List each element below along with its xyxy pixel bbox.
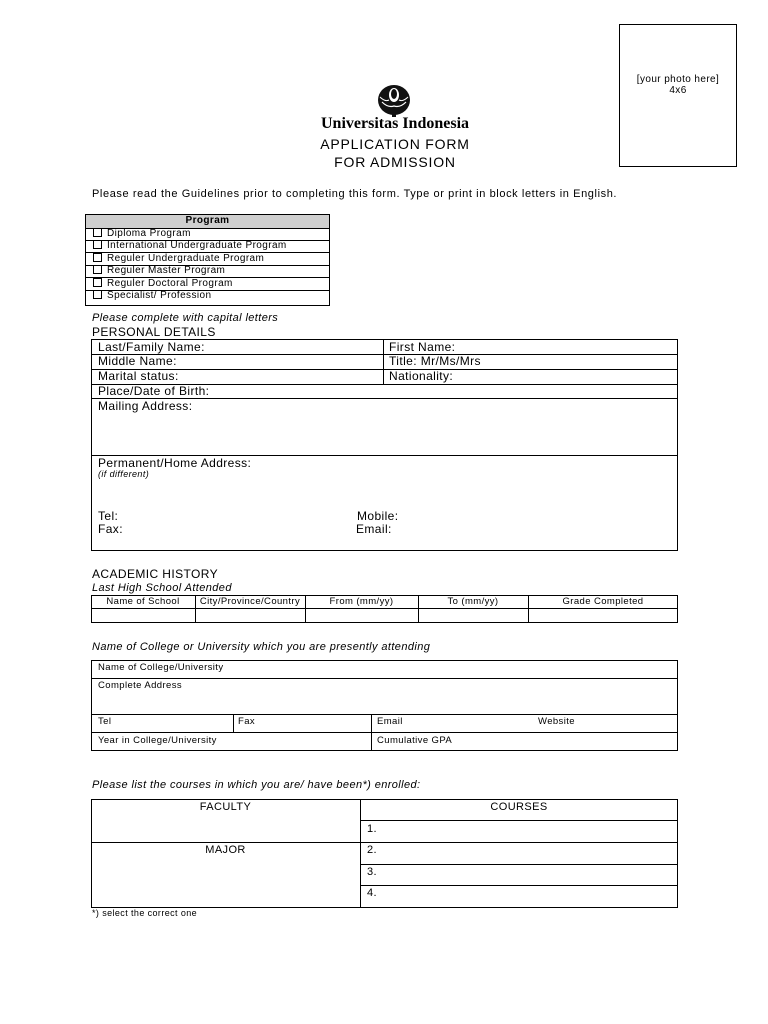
major-label: MAJOR: [205, 844, 246, 856]
fax-field[interactable]: Fax:: [98, 522, 123, 536]
first-name-field[interactable]: First Name:: [389, 340, 456, 354]
courses-heading: Please list the courses in which you are/ have been*) enrolled:: [92, 779, 421, 791]
university-logo: [376, 84, 412, 118]
program-option-specialist[interactable]: Specialist/ Profession: [93, 290, 211, 301]
mailing-address-field[interactable]: Mailing Address:: [98, 399, 193, 413]
mobile-field[interactable]: Mobile:: [357, 509, 399, 523]
course-row-3[interactable]: 3.: [367, 866, 377, 878]
college-fax-field[interactable]: Fax: [238, 716, 256, 727]
program-option-reguler-doctoral[interactable]: Reguler Doctoral Program: [93, 278, 233, 289]
college-gpa-field[interactable]: Cumulative GPA: [377, 735, 453, 746]
photo-size-label: 4x6: [669, 85, 687, 96]
title-field[interactable]: Title: Mr/Ms/Mrs: [389, 354, 481, 368]
column-from: From (mm/yy): [329, 596, 394, 607]
nationality-field[interactable]: Nationality:: [389, 369, 454, 383]
college-year-field[interactable]: Year in College/University: [98, 735, 217, 746]
checkbox-icon[interactable]: [93, 253, 102, 262]
program-option-reguler-undergraduate[interactable]: Reguler Undergraduate Program: [93, 253, 264, 264]
college-tel-field[interactable]: Tel: [98, 716, 112, 727]
university-name: Universitas Indonesia: [320, 115, 470, 132]
if-different-note: (if different): [98, 469, 150, 479]
tel-field[interactable]: Tel:: [98, 509, 119, 523]
course-row-1[interactable]: 1.: [367, 823, 377, 835]
column-city-province-country: City/Province/Country: [199, 596, 301, 607]
column-grade-completed: Grade Completed: [562, 596, 644, 607]
permanent-address-field[interactable]: Permanent/Home Address:: [98, 456, 252, 470]
faculty-label: FACULTY: [199, 801, 252, 813]
personal-details-heading: PERSONAL DETAILS: [92, 325, 216, 339]
courses-label: COURSES: [490, 801, 548, 813]
column-to: To (mm/yy): [447, 596, 499, 607]
checkbox-icon[interactable]: [93, 228, 102, 237]
program-heading: Program: [185, 215, 230, 226]
checkbox-icon[interactable]: [93, 278, 102, 287]
capital-letters-note: Please complete with capital letters: [92, 312, 279, 324]
college-heading: Name of College or University which you are presently attending: [92, 641, 431, 653]
program-option-international-undergraduate[interactable]: International Undergraduate Program: [93, 240, 287, 251]
college-website-field[interactable]: Website: [538, 716, 575, 727]
photo-placeholder-label: [your photo here]: [636, 74, 720, 85]
checkbox-icon[interactable]: [93, 265, 102, 274]
birth-field[interactable]: Place/Date of Birth:: [98, 384, 210, 398]
course-row-2[interactable]: 2.: [367, 844, 377, 856]
marital-status-field[interactable]: Marital status:: [98, 369, 179, 383]
program-option-reguler-master[interactable]: Reguler Master Program: [93, 265, 225, 276]
high-school-subheading: Last High School Attended: [92, 582, 232, 594]
middle-name-field[interactable]: Middle Name:: [98, 354, 177, 368]
program-option-diploma[interactable]: Diploma Program: [93, 228, 191, 239]
form-title-line2: FOR ADMISSION: [334, 154, 456, 170]
form-title-line1: APPLICATION FORM: [320, 136, 470, 152]
footnote: *) select the correct one: [92, 908, 198, 918]
instruction-text: Please read the Guidelines prior to completing this form. Type or print in block letters in English.: [92, 188, 618, 200]
column-name-of-school: Name of School: [106, 596, 180, 607]
checkbox-icon[interactable]: [93, 290, 102, 299]
checkbox-icon[interactable]: [93, 240, 102, 249]
academic-history-heading: ACADEMIC HISTORY: [92, 567, 218, 581]
college-address-field[interactable]: Complete Address: [98, 680, 183, 691]
course-row-4[interactable]: 4.: [367, 887, 377, 899]
last-name-field[interactable]: Last/Family Name:: [98, 340, 205, 354]
email-field[interactable]: Email:: [356, 522, 392, 536]
college-email-field[interactable]: Email: [377, 716, 403, 727]
college-name-field[interactable]: Name of College/University: [98, 662, 224, 673]
